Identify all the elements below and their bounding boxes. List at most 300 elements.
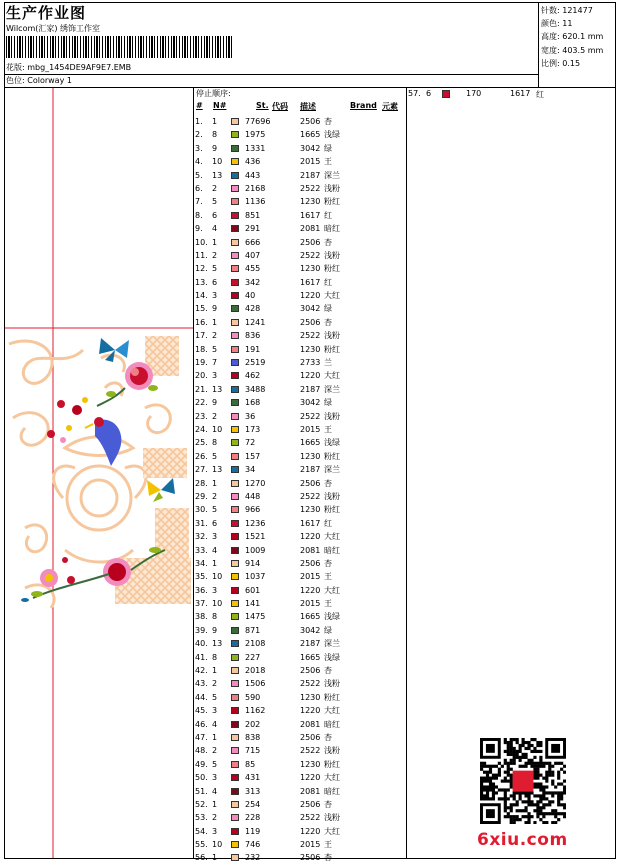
row-code: 2506 — [300, 666, 321, 676]
row-seq: 5. — [195, 170, 203, 180]
row-stitches: 254 — [245, 799, 261, 809]
row-needle: 3 — [212, 585, 218, 595]
color-swatch — [231, 413, 239, 420]
lattice-mid — [143, 448, 187, 478]
spec-width: 宽度: 403.5 mm — [541, 45, 604, 55]
row-code: 1230 — [300, 692, 321, 702]
row-code: 2081 — [300, 224, 321, 234]
table-row — [194, 597, 408, 610]
bird — [85, 417, 121, 466]
row-stitches: 914 — [245, 558, 261, 568]
row-needle: 3 — [212, 826, 218, 836]
table-row — [194, 236, 408, 249]
row-needle: 2 — [212, 331, 218, 341]
row-seq: 40. — [195, 639, 208, 649]
table-row — [194, 396, 408, 409]
table-row — [194, 584, 408, 597]
row-needle: 6 — [426, 89, 432, 98]
row-seq: 26. — [195, 451, 208, 461]
row-code: 2733 — [300, 358, 321, 368]
color-swatch — [231, 828, 239, 835]
row-stitches: 966 — [245, 505, 261, 515]
row-needle: 10 — [212, 599, 223, 609]
color-swatch — [231, 547, 239, 554]
colorway: 色位: Colorway 1 — [6, 76, 72, 85]
row-seq: 13. — [195, 277, 208, 287]
row-desc: 粉红 — [324, 197, 340, 207]
row-code: 2081 — [300, 545, 321, 555]
row-needle: 10 — [212, 840, 223, 850]
col-header-brand: Brand — [350, 101, 377, 110]
color-swatch — [231, 680, 239, 687]
row-needle: 2 — [212, 491, 218, 501]
row-needle: 2 — [212, 250, 218, 260]
row-seq: 57. — [408, 89, 421, 98]
row-desc: 大红 — [324, 706, 340, 716]
row-desc: 粉红 — [324, 692, 340, 702]
color-swatch — [231, 761, 239, 768]
table-row — [194, 450, 408, 463]
row-stitches: 1506 — [245, 679, 266, 689]
qr-code — [480, 738, 566, 824]
color-swatch — [231, 212, 239, 219]
table-row — [194, 744, 408, 757]
row-needle: 3 — [212, 706, 218, 716]
color-swatch — [231, 172, 239, 179]
row-seq: 3. — [195, 143, 203, 153]
row-stitches: 1270 — [245, 478, 266, 488]
row-code: 2522 — [300, 331, 321, 341]
row-needle: 1 — [212, 799, 218, 809]
color-swatch — [231, 627, 239, 634]
table-row — [194, 557, 408, 570]
row-code: 2081 — [300, 786, 321, 796]
row-stitches: 202 — [245, 719, 261, 729]
row-seq: 29. — [195, 491, 208, 501]
col-header-seq: # — [196, 101, 203, 110]
row-seq: 35. — [195, 572, 208, 582]
row-needle: 2 — [212, 183, 218, 193]
row-needle: 8 — [212, 438, 218, 448]
table-row — [194, 169, 408, 182]
color-swatch — [231, 426, 239, 433]
row-stitches: 77696 — [245, 117, 271, 126]
table-row — [194, 423, 408, 436]
site-watermark: 6xiu.com — [477, 830, 568, 850]
row-seq: 14. — [195, 291, 208, 301]
table-row — [194, 262, 408, 275]
row-needle: 10 — [212, 157, 223, 167]
row-seq: 30. — [195, 505, 208, 515]
row-code: 2081 — [300, 719, 321, 729]
table-row — [194, 851, 408, 864]
row-code: 1220 — [300, 371, 321, 381]
row-stitches: 34 — [245, 465, 256, 475]
row-stitches: 715 — [245, 746, 261, 756]
row-seq: 33. — [195, 545, 208, 555]
row-needle: 8 — [212, 612, 218, 622]
row-desc: 杏 — [324, 732, 332, 742]
table-row — [194, 463, 408, 476]
row-seq: 22. — [195, 398, 208, 408]
color-swatch — [231, 587, 239, 594]
butterfly-top — [99, 338, 129, 362]
row-stitches: 85 — [245, 759, 256, 769]
row-desc: 杏 — [324, 317, 332, 327]
row-code: 2522 — [300, 746, 321, 756]
row-needle: 9 — [212, 143, 218, 153]
color-swatch — [231, 520, 239, 527]
row-seq: 24. — [195, 424, 208, 434]
row-needle: 3 — [212, 773, 218, 783]
row-needle: 1 — [212, 478, 218, 488]
row-seq: 17. — [195, 331, 208, 341]
row-desc: 浅绿 — [324, 612, 340, 622]
col-header-st: St. — [256, 101, 269, 110]
row-code: 2506 — [300, 478, 321, 488]
row-needle: 9 — [212, 398, 218, 408]
row-seq: 45. — [195, 706, 208, 716]
row-stitches: 72 — [245, 438, 256, 448]
color-swatch — [231, 359, 239, 366]
row-stitches: 342 — [245, 277, 261, 287]
color-swatch — [231, 506, 239, 513]
color-swatch — [231, 480, 239, 487]
row-needle: 1 — [212, 666, 218, 676]
row-code: 2015 — [300, 572, 321, 582]
table-row — [194, 302, 408, 315]
row-stitches: 838 — [245, 732, 261, 742]
row-code: 2187 — [300, 639, 321, 649]
row-seq: 46. — [195, 719, 208, 729]
table-row — [194, 316, 408, 329]
table-row — [194, 825, 408, 838]
color-swatch — [231, 560, 239, 567]
row-desc: 深兰 — [324, 384, 340, 394]
row-needle: 1 — [212, 853, 218, 863]
row-seq: 8. — [195, 210, 203, 220]
row-seq: 38. — [195, 612, 208, 622]
row-desc: 浅粉 — [324, 411, 340, 421]
row-desc: 浅绿 — [324, 652, 340, 662]
row-needle: 8 — [212, 652, 218, 662]
row-desc: 王 — [324, 599, 332, 609]
row-seq: 53. — [195, 813, 208, 823]
col-header-desc: 描述 — [300, 102, 316, 111]
row-seq: 56. — [195, 853, 208, 863]
row-stitches: 2108 — [245, 639, 266, 649]
row-seq: 41. — [195, 652, 208, 662]
row-needle: 2 — [212, 411, 218, 421]
row-code: 1220 — [300, 706, 321, 716]
row-needle: 4 — [212, 786, 218, 796]
table-row — [194, 329, 408, 342]
color-swatch — [231, 573, 239, 580]
row-stitches: 2168 — [245, 183, 266, 193]
table-row — [194, 544, 408, 557]
row-needle: 5 — [212, 197, 218, 207]
color-swatch — [231, 841, 239, 848]
row-desc: 杏 — [324, 237, 332, 247]
row-desc: 绿 — [324, 398, 332, 408]
row-seq: 12. — [195, 264, 208, 274]
row-stitches: 36 — [245, 411, 256, 421]
butterfly-right — [147, 478, 175, 502]
stop-sequence-table — [194, 115, 408, 865]
row-stitches: 871 — [245, 625, 261, 635]
table-row — [194, 530, 408, 543]
row-desc: 深兰 — [324, 639, 340, 649]
row-seq: 25. — [195, 438, 208, 448]
row-seq: 2. — [195, 130, 203, 140]
table-row — [194, 490, 408, 503]
row-stitches: 1236 — [245, 518, 266, 528]
row-stitches: 173 — [245, 424, 261, 434]
row-desc: 杏 — [324, 117, 332, 126]
color-swatch — [231, 774, 239, 781]
row-stitches: 168 — [245, 398, 261, 408]
row-stitches: 443 — [245, 170, 261, 180]
row-seq: 52. — [195, 799, 208, 809]
row-seq: 11. — [195, 250, 208, 260]
row-desc: 粉红 — [324, 264, 340, 274]
color-swatch — [231, 346, 239, 353]
row-desc: 红 — [324, 210, 332, 220]
row-needle: 1 — [212, 732, 218, 742]
row-desc: 杏 — [324, 558, 332, 568]
row-code: 1230 — [300, 759, 321, 769]
row-needle: 4 — [212, 719, 218, 729]
row-code: 1220 — [300, 826, 321, 836]
table-row — [194, 691, 408, 704]
spec-scale: 比例: 0.15 — [541, 58, 581, 68]
row-needle: 5 — [212, 264, 218, 274]
row-stitches: 462 — [245, 371, 261, 381]
table-row — [194, 142, 408, 155]
row-code: 2187 — [300, 465, 321, 475]
row-needle: 6 — [212, 210, 218, 220]
row-desc: 红 — [324, 518, 332, 528]
row-desc: 浅粉 — [324, 491, 340, 501]
row-stitches: 1162 — [245, 706, 266, 716]
row-stitches: 119 — [245, 826, 261, 836]
row-seq: 49. — [195, 759, 208, 769]
row-code: 1220 — [300, 585, 321, 595]
row-stitches: 1975 — [245, 130, 266, 140]
color-swatch — [231, 332, 239, 339]
spec-stitches: 针数: 121477 — [541, 6, 593, 15]
table-row — [194, 155, 408, 168]
design-preview — [5, 88, 193, 858]
spec-height: 高度: 620.1 mm — [541, 32, 604, 42]
color-swatch — [231, 814, 239, 821]
color-swatch — [231, 118, 239, 125]
row-seq: 7. — [195, 197, 203, 207]
row-stitches: 1037 — [245, 572, 266, 582]
color-swatch — [442, 90, 450, 98]
pattern-file: 花版: mbg_1454DE9AF9E7.EMB — [6, 63, 132, 72]
color-swatch — [231, 131, 239, 138]
row-needle: 1 — [212, 237, 218, 247]
color-swatch — [231, 158, 239, 165]
row-needle: 13 — [212, 384, 223, 394]
color-swatch — [231, 265, 239, 272]
spec-list — [541, 4, 603, 70]
row-desc: 红 — [536, 90, 544, 99]
table-row — [194, 610, 408, 623]
row-needle: 3 — [212, 532, 218, 542]
row-needle: 3 — [212, 371, 218, 381]
row-needle: 2 — [212, 746, 218, 756]
row-desc: 浅绿 — [324, 130, 340, 140]
table-row — [194, 798, 408, 811]
row-needle: 8 — [212, 130, 218, 140]
row-seq: 16. — [195, 317, 208, 327]
col-header-element: 元素 — [382, 102, 398, 111]
row-stitches: 436 — [245, 157, 261, 167]
row-code: 2522 — [300, 491, 321, 501]
color-swatch — [231, 640, 239, 647]
color-swatch — [231, 439, 239, 446]
row-needle: 2 — [212, 813, 218, 823]
row-stitches: 448 — [245, 491, 261, 501]
color-line-divider — [4, 74, 538, 75]
color-swatch — [231, 734, 239, 741]
table-row — [194, 356, 408, 369]
row-desc: 粉红 — [324, 759, 340, 769]
row-code: 2506 — [300, 317, 321, 327]
row-stitches: 157 — [245, 451, 261, 461]
row-code: 1220 — [300, 773, 321, 783]
row-desc: 大红 — [324, 532, 340, 542]
color-swatch — [231, 292, 239, 299]
row-stitches: 1136 — [245, 197, 266, 207]
row-seq: 42. — [195, 666, 208, 676]
row-code: 2506 — [300, 853, 321, 863]
color-swatch — [231, 747, 239, 754]
row-stitches: 851 — [245, 210, 261, 220]
row-seq: 10. — [195, 237, 208, 247]
row-code: 2506 — [300, 237, 321, 247]
row-needle: 1 — [212, 317, 218, 327]
row-needle: 2 — [212, 679, 218, 689]
row-needle: 13 — [212, 465, 223, 475]
row-desc: 暗红 — [324, 224, 340, 234]
row-seq: 36. — [195, 585, 208, 595]
color-swatch — [231, 372, 239, 379]
row-desc: 粉红 — [324, 451, 340, 461]
color-swatch — [231, 667, 239, 674]
row-desc: 王 — [324, 157, 332, 167]
row-seq: 34. — [195, 558, 208, 568]
row-seq: 23. — [195, 411, 208, 421]
table-row — [194, 704, 408, 717]
table-row — [194, 637, 408, 650]
row-code: 2506 — [300, 732, 321, 742]
row-desc: 粉红 — [324, 505, 340, 515]
row-needle: 9 — [212, 304, 218, 314]
color-swatch — [231, 788, 239, 795]
row-stitches: 601 — [245, 585, 261, 595]
table-row — [194, 222, 408, 235]
row-stitches: 191 — [245, 344, 261, 354]
row-seq: 19. — [195, 358, 208, 368]
row-stitches: 40 — [245, 291, 256, 301]
row-stitches: 455 — [245, 264, 261, 274]
row-needle: 5 — [212, 344, 218, 354]
row-desc: 王 — [324, 840, 332, 850]
table-row — [194, 369, 408, 382]
company-name: Wilcom(汇家) 绣饰工作室 — [6, 24, 101, 33]
table-row — [194, 276, 408, 289]
row-stitches: 431 — [245, 773, 261, 783]
row-code: 1665 — [300, 438, 321, 448]
row-desc: 大红 — [324, 773, 340, 783]
color-swatch — [231, 721, 239, 728]
row-needle: 1 — [212, 558, 218, 568]
col-header-code: 代码 — [272, 102, 288, 111]
row-desc: 杏 — [324, 799, 332, 809]
color-swatch — [231, 533, 239, 540]
table-row — [194, 664, 408, 677]
row-code: 1665 — [300, 130, 321, 140]
table-row — [194, 115, 408, 128]
row-code: 1230 — [300, 344, 321, 354]
row-code: 2522 — [300, 411, 321, 421]
barcode — [6, 36, 232, 58]
color-swatch — [231, 453, 239, 460]
row-stitches: 2018 — [245, 666, 266, 676]
row-needle: 7 — [212, 358, 218, 368]
row-seq: 54. — [195, 826, 208, 836]
row-stitches: 2519 — [245, 358, 266, 368]
color-swatch — [231, 654, 239, 661]
row-code: 2015 — [300, 157, 321, 167]
row-stitches: 232 — [245, 853, 261, 863]
table-row — [194, 182, 408, 195]
row-needle: 5 — [212, 759, 218, 769]
row-code: 1230 — [300, 505, 321, 515]
table-row — [194, 410, 408, 423]
row-stitches: 1331 — [245, 143, 266, 153]
row-code: 2506 — [300, 558, 321, 568]
row-seq: 55. — [195, 840, 208, 850]
row-code: 2187 — [300, 170, 321, 180]
row-stitches: 1475 — [245, 612, 266, 622]
row-code: 3042 — [300, 625, 321, 635]
row-seq: 44. — [195, 692, 208, 702]
row-needle: 13 — [212, 170, 223, 180]
row-needle: 9 — [212, 625, 218, 635]
row-code: 1617 — [300, 518, 321, 528]
row-code: 2187 — [300, 384, 321, 394]
row-stitches: 228 — [245, 813, 261, 823]
col-header-no: N# — [213, 101, 227, 110]
row-stitches: 1241 — [245, 317, 266, 327]
row-seq: 39. — [195, 625, 208, 635]
row-seq: 1. — [195, 117, 203, 126]
row-stitches: 666 — [245, 237, 261, 247]
row-seq: 21. — [195, 384, 208, 394]
color-swatch — [231, 185, 239, 192]
row-seq: 20. — [195, 371, 208, 381]
row-seq: 47. — [195, 732, 208, 742]
row-stitches: 1009 — [245, 545, 266, 555]
row-code: 2015 — [300, 599, 321, 609]
row-desc: 杏 — [324, 478, 332, 488]
row-stitches: 428 — [245, 304, 261, 314]
table-row — [194, 758, 408, 771]
